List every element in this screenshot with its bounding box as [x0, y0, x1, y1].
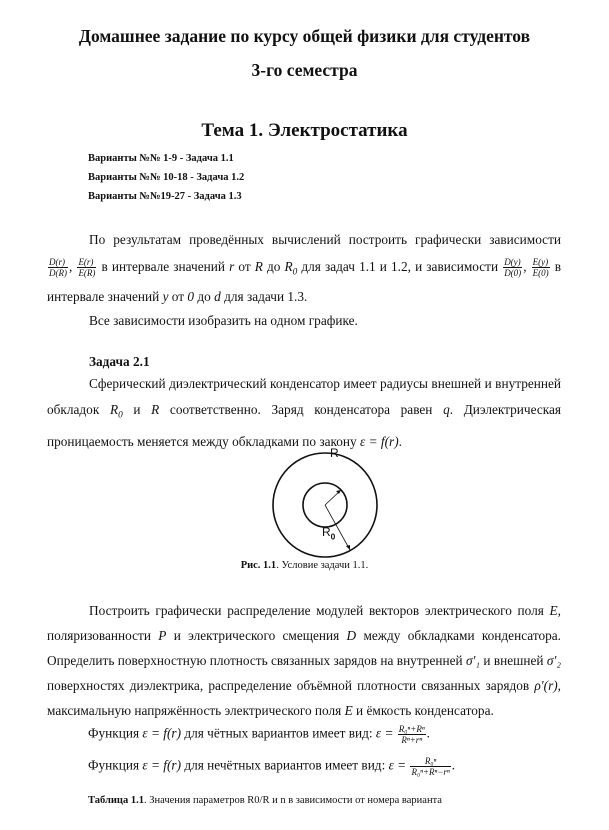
- function-even: Функция ε = f(r) для чётных вариантов имеет вид: ε = $\frac{\text{R₀ⁿ+Rⁿ}}{\text{Rⁿ+rⁿ}}$ .: [88, 724, 430, 745]
- fraction-Dy-ratio: $\frac{D(y)}{D(0)}$: [504, 257, 522, 279]
- fraction-Ey-ratio: $\frac{E(y)}{E(0)}$: [532, 257, 549, 279]
- task-paragraph: Сферический диэлектрический конденсатор имеет радиусы внешней и внутренней обкладок $R_0$ и R соответственно. Заряд конденсатора равен q. Диэлектрическая проницаемость меняется между обкладками по закону ε = f(r).: [47, 376, 562, 449]
- document-title-line2: 3-го семестра: [251, 60, 358, 80]
- variant-line-1: Варианты №№ 1-9 - Задача 1.1: [88, 153, 234, 164]
- fraction-odd: $\frac{\text{R₀ⁿ}}{\text{R₀ⁿ+Rⁿ−rⁿ}}$: [411, 756, 450, 777]
- fraction-E-ratio: $\frac{E(r)}{E(R)}$: [78, 257, 96, 279]
- task-heading: Задача 2.1: [89, 354, 150, 369]
- variant-line-3: Варианты №№19-27 - Задача 1.3: [88, 191, 242, 202]
- table-caption: Таблица 1.1. Значения параметров R0/R и n в зависимости от номера варианта: [88, 795, 442, 806]
- fraction-D-ratio: $\frac{D(r)}{D(R)}$: [49, 257, 67, 279]
- body-paragraph: Построить графически распределение модулей векторов электрического поля E, поляризованности P и электрического смещения D между обкладками конденсатора. Определить поверхностную плотность связанных зарядов на внутренней σ′₁ и внешней σ′₂ поверхностях диэлектрика, распределение объёмной плотности связанных зарядов ρ′(r), максимальную напряжённость электрического поля E и ёмкость конденсатора.: [47, 603, 561, 718]
- intro-paragraph-2: Все зависимости изобразить на одном графике.: [89, 313, 358, 328]
- intro-paragraph-line1: По результатам проведённых вычислений построить графически зависимости: [89, 232, 561, 247]
- capacitor-diagram: [270, 446, 380, 560]
- fraction-even: $\frac{\text{R₀ⁿ+Rⁿ}}{\text{Rⁿ+rⁿ}}$: [398, 724, 425, 745]
- label-R: R: [330, 446, 339, 460]
- figure-caption: Рис. 1.1. Условие задачи 1.1.: [240, 560, 369, 571]
- intro-paragraph-line2: $\frac{D(r)}{D(R)}$ , $\frac{E(r)}{E(R)}$ в интервале значений r от R до $R_0$ для задач 1.1 и 1.2, и зависимости $\frac{D(y)}{D(0)}$ , $\frac{E(y)}{E(0)}$ в: [49, 257, 562, 279]
- function-odd: Функция ε = f(r) для нечётных вариантов имеет вид: ε = $\frac{\text{R₀ⁿ}}{\text{R₀ⁿ+Rⁿ−rⁿ}}$ .: [88, 756, 456, 777]
- document-title-line1: Домашнее задание по курсу общей физики для студентов: [78, 26, 531, 46]
- topic-title: Тема 1. Электростатика: [201, 120, 408, 141]
- label-R0: $R_0$: [322, 525, 336, 542]
- variant-line-2: Варианты №№ 10-18 - Задача 1.2: [88, 172, 245, 183]
- intro-paragraph-line3: интервале значений y от 0 до d для задачи 1.3.: [47, 289, 308, 304]
